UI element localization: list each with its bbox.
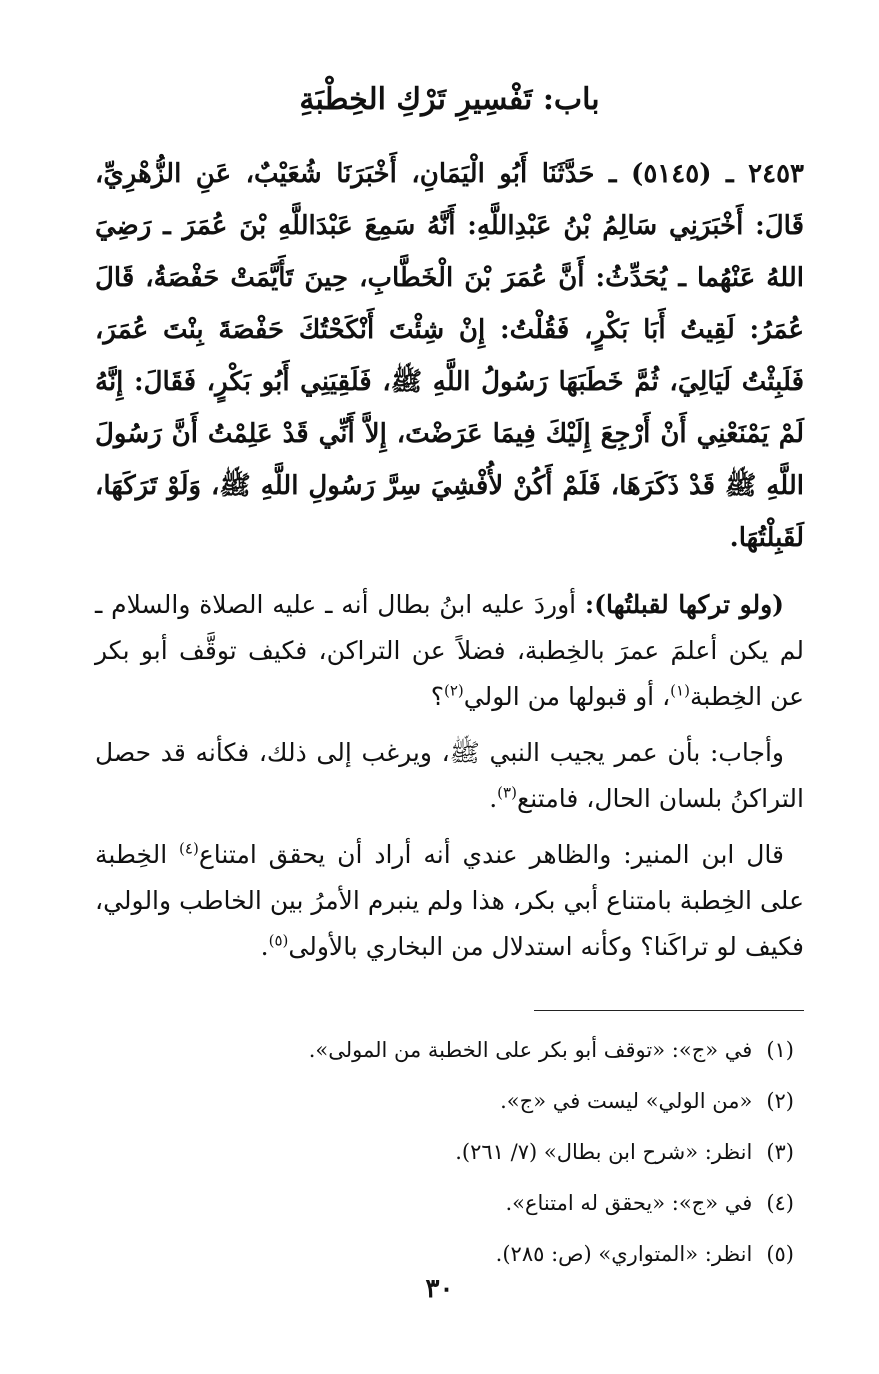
footnote-item <box>95 1025 794 1076</box>
footnote-item <box>95 1229 794 1280</box>
chapter-title <box>95 78 804 122</box>
commentary-text: ، أو قبولها من الولي <box>463 682 671 711</box>
chapter-lead: باب: <box>542 82 600 117</box>
hadith-text: ٢٤٥٣ ـ (٥١٤٥) ـ حَدَّثَنَا أَبُو الْيَمَانِ، أَخْبَرَنَا شُعَيْبٌ، عَنِ الزُّهْرِيِّ، قَالَ: أَخْبَرَنِي سَالِمُ بْنُ عَبْدِاللَّهِ: أَنَّهُ سَمِعَ عَبْدَاللَّهِ بْنَ عُمَرَ ـ رَضِيَ اللهُ عَنْهُما ـ يُحَدِّثُ: أَنَّ عُمَرَ بْنَ الْخَطَّابِ، حِينَ تَأَيَّمَتْ حَفْصَةُ، قَالَ عُمَرُ: لَقِيتُ أَبَا بَكْرٍ، فَقُلْتُ: إِنْ شِئْتَ أَنْكَحْتُكَ حَفْصَةَ بِنْتَ عُمَرَ، فَلَبِثْتُ لَيَالِيَ، ثُمَّ خَطَبَهَا رَسُولُ اللَّهِ ﷺ، فَلَقِيَنِي أَبُو بَكْرٍ، فَقَالَ: إِنَّهُ لَمْ يَمْنَعْنِي أَنْ أَرْجِعَ إِلَيْكَ فِيمَا عَرَضْتَ، إِلاَّ أَنِّي قَدْ عَلِمْتُ أَنَّ رَسُولَ اللَّهِ ﷺ قَدْ ذَكَرَهَا، فَلَمْ أَكُنْ لأُفْشِيَ سِرَّ رَسُولِ اللَّهِ ﷺ، وَلَوْ تَرَكَهَا، لَقَبِلْتُهَا. <box>95 159 804 553</box>
footnote-number: (٢) <box>766 1089 794 1113</box>
commentary-text: . <box>489 784 498 813</box>
commentary-paragraph-2 <box>95 730 804 822</box>
footnote-number: (٤) <box>766 1191 794 1215</box>
footnote-text: في «ج»: «توقف أبو بكر على الخطبة من المولى». <box>308 1038 753 1062</box>
footnote-marker: (٢) <box>443 681 464 700</box>
footnote-item <box>95 1076 794 1127</box>
commentary-quote: (ولو تركها لقبلتُها): <box>584 590 785 619</box>
footnote-text: «من الولي» ليست في «ج». <box>500 1089 753 1113</box>
page-body <box>95 78 804 1344</box>
page-number: ٣٠ <box>425 1274 454 1304</box>
footnote-marker: (٣) <box>497 783 517 802</box>
commentary-text: . <box>260 932 269 961</box>
footnote-text: انظر: «شرح ابن بطال» (٧/ ٢٦١). <box>455 1140 753 1164</box>
footnote-marker: (٤) <box>179 839 199 858</box>
commentary-paragraph-1 <box>95 582 804 720</box>
commentary-text: ؟ <box>430 682 444 711</box>
commentary-paragraph-3 <box>95 832 804 970</box>
footnote-item <box>95 1178 794 1229</box>
commentary-text: الخِطبة على الخِطبة بامتناع أبي بكر، هذا ولم ينبرم الأمرُ بين الخاطب والولي، فكيف لو تراكَنا؟ وكأنه استدلال من البخاري بالأولى <box>95 840 804 961</box>
footnotes-list <box>95 1025 804 1280</box>
chapter-title-text: تَفْسِيرِ تَرْكِ الخِطْبَةِ <box>299 82 533 117</box>
footnote-text: في «ج»: «يحقق له امتناع». <box>505 1191 753 1215</box>
footnote-marker: (٥) <box>268 931 289 950</box>
footnote-item <box>95 1127 794 1178</box>
footnote-text: انظر: «المتواري» (ص: ٢٨٥). <box>495 1242 753 1266</box>
footnote-number: (٥) <box>766 1242 794 1266</box>
commentary-text: قال ابن المنير: والظاهر عندي أنه أراد أن يحقق امتناع <box>198 840 784 869</box>
commentary-text: وأجاب: بأن عمر يجيب النبي ﷺ، ويرغب إلى ذلك، فكأنه قد حصل التراكنُ بلسان الحال، فامتنع <box>95 738 804 813</box>
footnote-marker: (١) <box>670 681 690 700</box>
commentary-text: أوردَ عليه ابنُ بطال أنه ـ عليه الصلاة والسلام ـ لم يكن أعلمَ عمرَ بالخِطبة، فضلاً عن التراكن، فكيف توقَّف أبو بكر عن الخِطبة <box>95 590 804 711</box>
footnote-separator <box>534 1010 804 1011</box>
footnote-number: (١) <box>766 1038 794 1062</box>
footnote-number: (٣) <box>766 1140 794 1164</box>
